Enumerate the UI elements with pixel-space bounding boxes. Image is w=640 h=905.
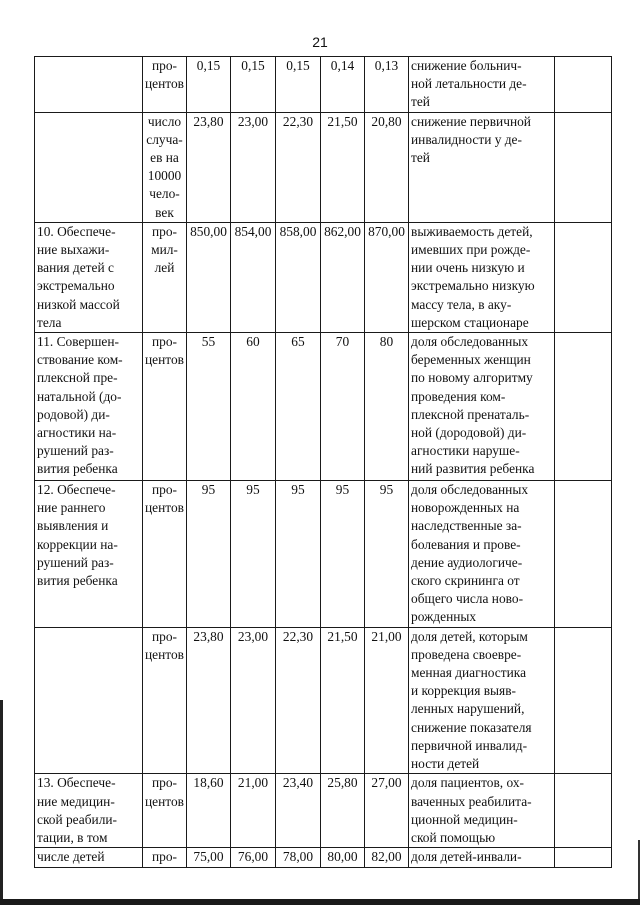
indicator-cell bbox=[409, 112, 555, 222]
value-cell bbox=[231, 774, 276, 848]
task-cell bbox=[35, 222, 143, 332]
unit-cell bbox=[143, 481, 187, 628]
value-cell-text: 95 bbox=[291, 482, 305, 498]
value-cell-text: 95 bbox=[335, 482, 350, 498]
value-cell-text: 23,00 bbox=[237, 628, 269, 644]
value-cell bbox=[276, 848, 321, 868]
indicator-cell bbox=[409, 774, 555, 848]
value-cell-text: 20,80 bbox=[371, 113, 402, 129]
value-cell bbox=[187, 774, 231, 848]
value-cell-text: 18,60 bbox=[193, 775, 224, 791]
value-cell bbox=[321, 112, 365, 222]
unit-cell-text: про- центов bbox=[145, 628, 184, 662]
value-cell bbox=[365, 774, 409, 848]
value-cell bbox=[187, 57, 231, 113]
value-cell bbox=[321, 57, 365, 113]
empty-cell bbox=[555, 112, 612, 222]
value-cell bbox=[321, 848, 365, 868]
value-cell-text: 21,50 bbox=[327, 628, 358, 644]
value-cell-text: 80 bbox=[379, 334, 394, 350]
empty-cell bbox=[555, 57, 612, 113]
value-cell-text: 854,00 bbox=[234, 223, 272, 239]
task-cell bbox=[35, 627, 143, 774]
value-cell bbox=[321, 222, 365, 332]
value-cell bbox=[365, 57, 409, 113]
indicator-cell bbox=[409, 333, 555, 481]
empty-cell bbox=[555, 774, 612, 848]
value-cell bbox=[276, 112, 321, 222]
unit-cell bbox=[143, 333, 187, 481]
value-cell-text: 55 bbox=[201, 334, 216, 350]
value-cell-text: 82,00 bbox=[371, 849, 402, 865]
value-cell bbox=[231, 848, 276, 868]
value-cell-text: 21,00 bbox=[237, 775, 269, 791]
task-cell bbox=[35, 112, 143, 222]
value-cell-text: 95 bbox=[379, 482, 394, 498]
table-row bbox=[35, 333, 612, 481]
value-cell-text: 95 bbox=[201, 482, 216, 498]
value-cell bbox=[365, 333, 409, 481]
value-cell-text: 23,00 bbox=[237, 113, 269, 129]
value-cell-text: 27,00 bbox=[371, 775, 402, 791]
value-cell bbox=[365, 848, 409, 868]
empty-cell bbox=[555, 222, 612, 332]
table-row bbox=[35, 112, 612, 222]
unit-cell-text: число случа- ев на 10000 чело- век bbox=[146, 113, 183, 220]
value-cell bbox=[231, 481, 276, 628]
value-cell bbox=[365, 481, 409, 628]
table-row bbox=[35, 57, 612, 113]
value-cell-text: 23,40 bbox=[282, 775, 314, 791]
value-cell-text: 21,50 bbox=[327, 113, 358, 129]
empty-cell bbox=[555, 333, 612, 481]
value-cell-text: 0,15 bbox=[241, 58, 265, 73]
value-cell-text: 75,00 bbox=[193, 849, 224, 865]
task-cell-text: 11. Совершен- ствование ком- плексной пре- натальной (до- родовой) ди- агностики на- рушений раз- вития ребенка bbox=[37, 334, 123, 477]
value-cell bbox=[321, 333, 365, 481]
task-cell-text: числе детей bbox=[37, 849, 105, 865]
indicator-cell bbox=[409, 848, 555, 868]
indicator-cell bbox=[409, 57, 555, 113]
page-number: 21 bbox=[312, 34, 328, 50]
value-cell bbox=[365, 222, 409, 332]
value-cell bbox=[231, 112, 276, 222]
table-row bbox=[35, 481, 612, 628]
value-cell-text: 0,15 bbox=[286, 58, 310, 73]
value-cell-text: 76,00 bbox=[237, 849, 269, 865]
task-cell bbox=[35, 774, 143, 848]
value-cell bbox=[276, 222, 321, 332]
indicator-cell-text: доля обследованных новорожденных на наследственные за- болевания и прове- дение аудиологиче- ского скрининга от общего числа ново- рожденных bbox=[411, 482, 529, 625]
unit-cell bbox=[143, 222, 187, 332]
task-cell bbox=[35, 57, 143, 113]
value-cell-text: 850,00 bbox=[190, 223, 227, 239]
indicator-cell-text: доля обследованных беременных женщин по новому алгоритму проведения ком- плексной пренаталь- ной (дородовой) ди- агностики наруше- ний развития ребенка bbox=[411, 334, 535, 477]
scan-shadow-left bbox=[0, 700, 3, 905]
value-cell-text: 23,80 bbox=[193, 113, 224, 129]
value-cell bbox=[187, 222, 231, 332]
task-cell bbox=[35, 481, 143, 628]
empty-cell bbox=[555, 481, 612, 628]
value-cell bbox=[365, 112, 409, 222]
value-cell-text: 870,00 bbox=[368, 223, 405, 239]
indicator-cell-text: доля пациентов, ох- ваченных реабилита- ционной медицин- ской помощью bbox=[411, 775, 532, 845]
unit-cell-text: про- центов bbox=[145, 482, 184, 516]
value-cell-text: 0,14 bbox=[330, 58, 355, 73]
value-cell-text: 21,00 bbox=[371, 628, 402, 644]
indicators-table bbox=[34, 56, 612, 868]
value-cell bbox=[231, 57, 276, 113]
unit-cell-text: про- центов bbox=[145, 58, 184, 92]
task-cell-text: 10. Обеспече- ние выхажи- вания детей с экстремально низкой массой тела bbox=[37, 223, 120, 330]
unit-cell bbox=[143, 112, 187, 222]
value-cell-text: 78,00 bbox=[282, 849, 314, 865]
value-cell-text: 65 bbox=[291, 334, 305, 350]
task-cell-text: 13. Обеспече- ние медицин- ской реабили- тации, в том bbox=[37, 775, 118, 845]
value-cell bbox=[321, 774, 365, 848]
value-cell bbox=[231, 222, 276, 332]
value-cell bbox=[187, 627, 231, 774]
value-cell-text: 0,15 bbox=[196, 58, 221, 73]
value-cell-text: 23,80 bbox=[193, 628, 224, 644]
indicator-cell bbox=[409, 481, 555, 628]
unit-cell bbox=[143, 627, 187, 774]
unit-cell bbox=[143, 848, 187, 868]
empty-cell bbox=[555, 848, 612, 868]
task-cell bbox=[35, 848, 143, 868]
unit-cell bbox=[143, 57, 187, 113]
task-cell-text: 12. Обеспече- ние раннего выявления и коррекции на- рушений раз- вития ребенка bbox=[37, 482, 118, 589]
value-cell bbox=[276, 627, 321, 774]
value-cell-text: 0,13 bbox=[374, 58, 399, 73]
indicator-cell-text: снижение больнич- ной летальности де- тей bbox=[411, 58, 527, 110]
indicator-cell bbox=[409, 627, 555, 774]
unit-cell bbox=[143, 774, 187, 848]
value-cell-text: 60 bbox=[246, 334, 260, 350]
unit-cell-text: про- мил- лей bbox=[151, 223, 178, 276]
indicator-cell-text: доля детей-инвали- bbox=[411, 849, 522, 865]
table-row bbox=[35, 774, 612, 848]
value-cell-text: 22,30 bbox=[282, 113, 314, 129]
empty-cell bbox=[555, 627, 612, 774]
table-row bbox=[35, 222, 612, 332]
task-cell bbox=[35, 333, 143, 481]
value-cell-text: 70 bbox=[335, 334, 350, 350]
indicator-cell bbox=[409, 222, 555, 332]
value-cell bbox=[321, 481, 365, 628]
table-row bbox=[35, 848, 612, 868]
value-cell bbox=[187, 848, 231, 868]
scan-shadow-bottom bbox=[0, 899, 640, 905]
value-cell bbox=[231, 333, 276, 481]
value-cell bbox=[276, 333, 321, 481]
value-cell-text: 858,00 bbox=[279, 223, 317, 239]
indicator-cell-text: выживаемость детей, имевших при рожде- нии очень низкую и экстремально низкую массу тела, в аку- шерском стационаре bbox=[411, 223, 535, 330]
unit-cell-text: про- центов bbox=[145, 334, 184, 368]
value-cell bbox=[187, 481, 231, 628]
unit-cell-text: про- центов bbox=[145, 775, 184, 809]
value-cell bbox=[276, 481, 321, 628]
indicator-cell-text: доля детей, которым проведена своевре- менная диагностика и коррекция выяв- ленных нарушений, снижение показателя первичной инвалид- ности детей bbox=[411, 628, 532, 772]
indicator-cell-text: снижение первичной инвалидности у де- тей bbox=[411, 113, 531, 166]
value-cell-text: 80,00 bbox=[327, 849, 358, 865]
value-cell bbox=[187, 333, 231, 481]
value-cell-text: 22,30 bbox=[282, 628, 314, 644]
table-row bbox=[35, 627, 612, 774]
value-cell bbox=[321, 627, 365, 774]
value-cell bbox=[187, 112, 231, 222]
value-cell bbox=[231, 627, 276, 774]
value-cell bbox=[276, 57, 321, 113]
value-cell bbox=[365, 627, 409, 774]
unit-cell-text: про- bbox=[151, 849, 178, 865]
value-cell-text: 862,00 bbox=[324, 223, 361, 239]
value-cell-text: 25,80 bbox=[327, 775, 358, 791]
value-cell bbox=[276, 774, 321, 848]
value-cell-text: 95 bbox=[246, 482, 260, 498]
